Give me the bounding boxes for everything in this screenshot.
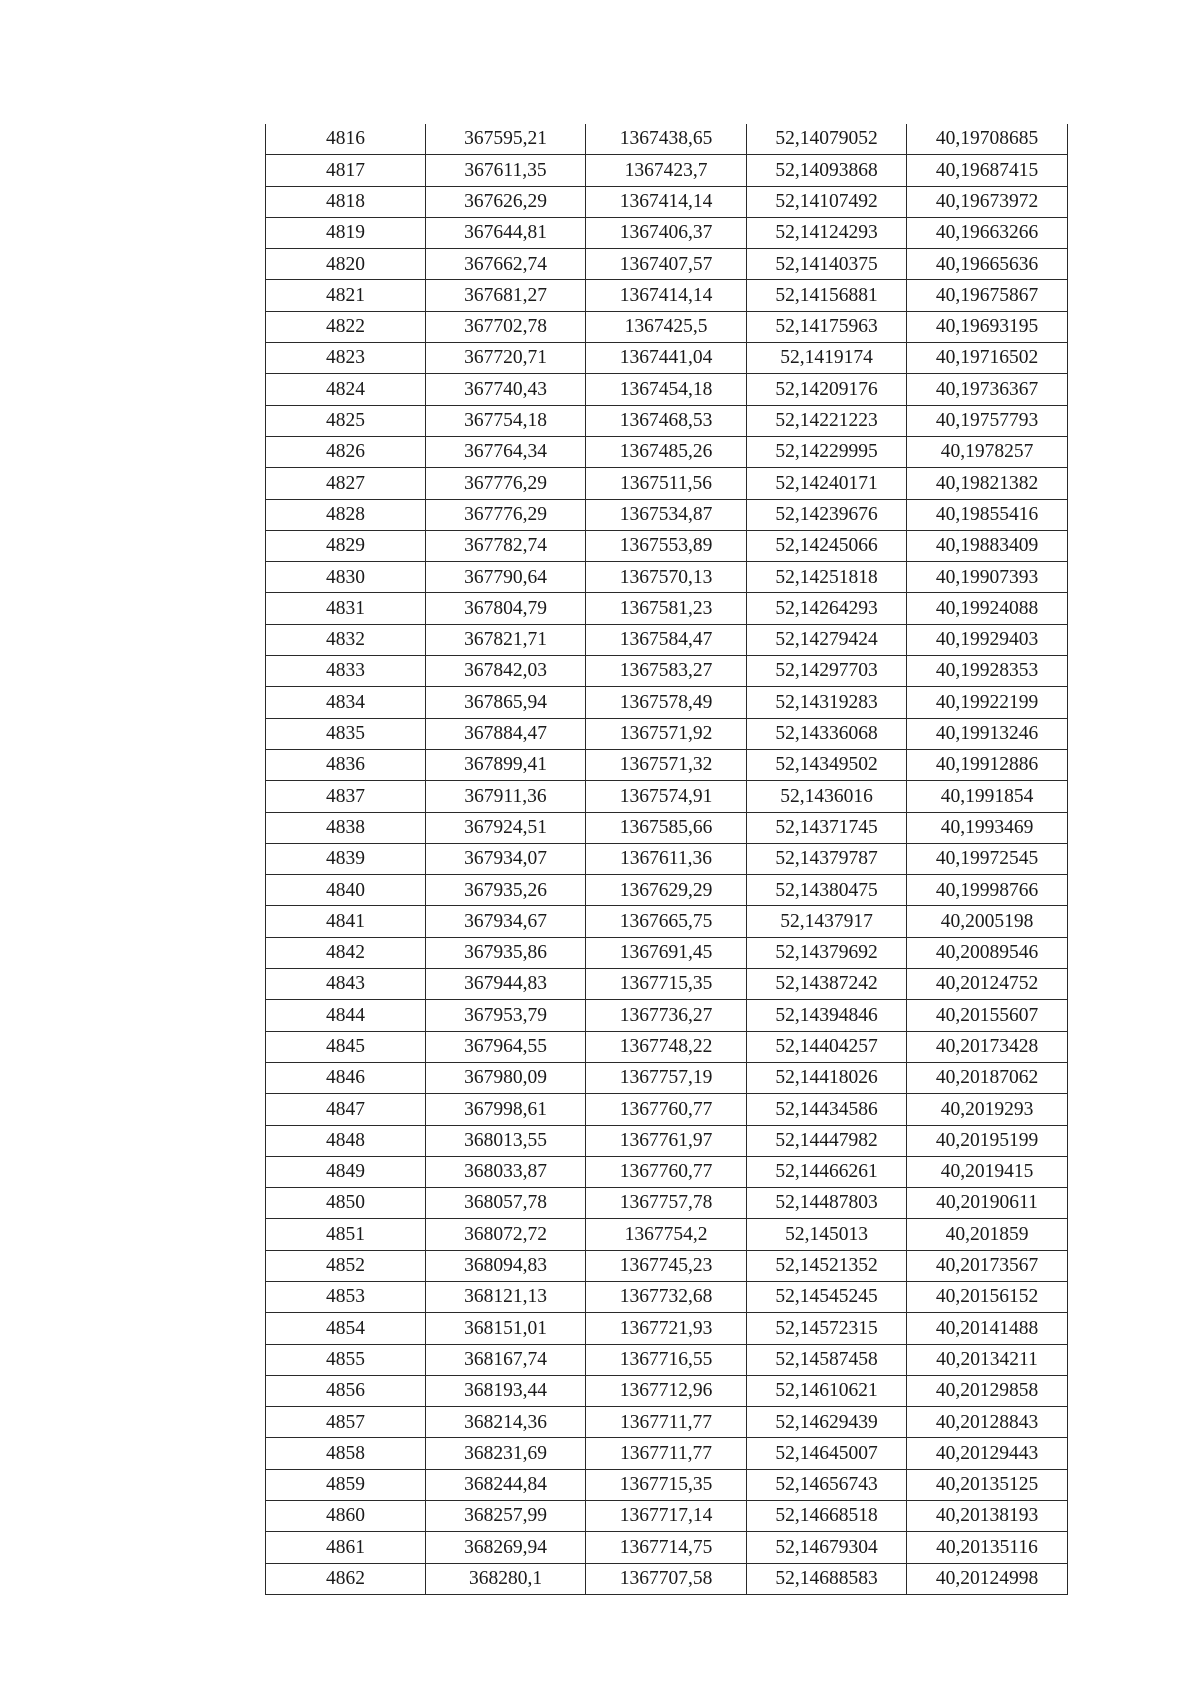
y-coordinate-cell: 1367707,58 — [586, 1563, 747, 1594]
table-row — [266, 969, 1068, 1000]
y-coordinate-cell: 1367571,92 — [586, 718, 747, 749]
point-number-cell: 4837 — [266, 781, 426, 812]
table-body — [266, 124, 1068, 1594]
longitude-cell: 40,19708685 — [907, 124, 1068, 155]
longitude-cell: 40,1993469 — [907, 812, 1068, 843]
latitude-cell: 52,14587458 — [747, 1344, 907, 1375]
table-row — [266, 1156, 1068, 1187]
longitude-cell: 40,19913246 — [907, 718, 1068, 749]
x-coordinate-cell: 367740,43 — [426, 374, 586, 405]
longitude-cell: 40,20124998 — [907, 1563, 1068, 1594]
latitude-cell: 52,145013 — [747, 1219, 907, 1250]
point-number-cell: 4831 — [266, 593, 426, 624]
y-coordinate-cell: 1367425,5 — [586, 311, 747, 342]
latitude-cell: 52,1436016 — [747, 781, 907, 812]
latitude-cell: 52,14447982 — [747, 1125, 907, 1156]
table-row — [266, 624, 1068, 655]
y-coordinate-cell: 1367414,14 — [586, 186, 747, 217]
point-number-cell: 4833 — [266, 656, 426, 687]
longitude-cell: 40,20089546 — [907, 937, 1068, 968]
longitude-cell: 40,19693195 — [907, 311, 1068, 342]
y-coordinate-cell: 1367665,75 — [586, 906, 747, 937]
latitude-cell: 52,14394846 — [747, 1000, 907, 1031]
longitude-cell: 40,20173428 — [907, 1031, 1068, 1062]
y-coordinate-cell: 1367406,37 — [586, 217, 747, 248]
point-number-cell: 4828 — [266, 499, 426, 530]
latitude-cell: 52,14209176 — [747, 374, 907, 405]
table-row — [266, 875, 1068, 906]
y-coordinate-cell: 1367585,66 — [586, 812, 747, 843]
longitude-cell: 40,20138193 — [907, 1501, 1068, 1532]
latitude-cell: 52,14572315 — [747, 1313, 907, 1344]
table-row — [266, 468, 1068, 499]
latitude-cell: 52,14319283 — [747, 687, 907, 718]
latitude-cell: 52,14380475 — [747, 875, 907, 906]
x-coordinate-cell: 367998,61 — [426, 1094, 586, 1125]
x-coordinate-cell: 367611,35 — [426, 155, 586, 186]
y-coordinate-cell: 1367715,35 — [586, 969, 747, 1000]
table-row — [266, 1438, 1068, 1469]
latitude-cell: 52,14487803 — [747, 1188, 907, 1219]
longitude-cell: 40,20124752 — [907, 969, 1068, 1000]
point-number-cell: 4819 — [266, 217, 426, 248]
x-coordinate-cell: 367842,03 — [426, 656, 586, 687]
latitude-cell: 52,14629439 — [747, 1407, 907, 1438]
table-row — [266, 1250, 1068, 1281]
y-coordinate-cell: 1367611,36 — [586, 843, 747, 874]
x-coordinate-cell: 367934,07 — [426, 843, 586, 874]
x-coordinate-cell: 367911,36 — [426, 781, 586, 812]
table-row — [266, 1469, 1068, 1500]
y-coordinate-cell: 1367534,87 — [586, 499, 747, 530]
table-row — [266, 749, 1068, 780]
x-coordinate-cell: 368257,99 — [426, 1501, 586, 1532]
point-number-cell: 4841 — [266, 906, 426, 937]
table-row — [266, 436, 1068, 467]
longitude-cell: 40,19928353 — [907, 656, 1068, 687]
point-number-cell: 4853 — [266, 1281, 426, 1312]
longitude-cell: 40,2019415 — [907, 1156, 1068, 1187]
point-number-cell: 4830 — [266, 562, 426, 593]
y-coordinate-cell: 1367570,13 — [586, 562, 747, 593]
y-coordinate-cell: 1367553,89 — [586, 530, 747, 561]
x-coordinate-cell: 368167,74 — [426, 1344, 586, 1375]
x-coordinate-cell: 368072,72 — [426, 1219, 586, 1250]
table-row — [266, 530, 1068, 561]
y-coordinate-cell: 1367715,35 — [586, 1469, 747, 1500]
latitude-cell: 52,14668518 — [747, 1501, 907, 1532]
point-number-cell: 4826 — [266, 436, 426, 467]
longitude-cell: 40,19972545 — [907, 843, 1068, 874]
latitude-cell: 52,14107492 — [747, 186, 907, 217]
longitude-cell: 40,20173567 — [907, 1250, 1068, 1281]
longitude-cell: 40,19673972 — [907, 186, 1068, 217]
latitude-cell: 52,1419174 — [747, 343, 907, 374]
latitude-cell: 52,14156881 — [747, 280, 907, 311]
y-coordinate-cell: 1367454,18 — [586, 374, 747, 405]
x-coordinate-cell: 368033,87 — [426, 1156, 586, 1187]
latitude-cell: 52,14521352 — [747, 1250, 907, 1281]
y-coordinate-cell: 1367760,77 — [586, 1094, 747, 1125]
y-coordinate-cell: 1367574,91 — [586, 781, 747, 812]
point-number-cell: 4845 — [266, 1031, 426, 1062]
longitude-cell: 40,19922199 — [907, 687, 1068, 718]
y-coordinate-cell: 1367511,56 — [586, 468, 747, 499]
latitude-cell: 52,14221223 — [747, 405, 907, 436]
latitude-cell: 52,14688583 — [747, 1563, 907, 1594]
latitude-cell: 52,1437917 — [747, 906, 907, 937]
longitude-cell: 40,2019293 — [907, 1094, 1068, 1125]
y-coordinate-cell: 1367629,29 — [586, 875, 747, 906]
y-coordinate-cell: 1367761,97 — [586, 1125, 747, 1156]
point-number-cell: 4834 — [266, 687, 426, 718]
latitude-cell: 52,14124293 — [747, 217, 907, 248]
longitude-cell: 40,19883409 — [907, 530, 1068, 561]
table-row — [266, 1094, 1068, 1125]
point-number-cell: 4858 — [266, 1438, 426, 1469]
latitude-cell: 52,14371745 — [747, 812, 907, 843]
table-row — [266, 374, 1068, 405]
table-row — [266, 1125, 1068, 1156]
x-coordinate-cell: 367776,29 — [426, 499, 586, 530]
longitude-cell: 40,20129443 — [907, 1438, 1068, 1469]
x-coordinate-cell: 367595,21 — [426, 124, 586, 155]
latitude-cell: 52,14245066 — [747, 530, 907, 561]
point-number-cell: 4851 — [266, 1219, 426, 1250]
longitude-cell: 40,20134211 — [907, 1344, 1068, 1375]
x-coordinate-cell: 367884,47 — [426, 718, 586, 749]
y-coordinate-cell: 1367736,27 — [586, 1000, 747, 1031]
point-number-cell: 4861 — [266, 1532, 426, 1563]
x-coordinate-cell: 367776,29 — [426, 468, 586, 499]
latitude-cell: 52,14229995 — [747, 436, 907, 467]
latitude-cell: 52,14279424 — [747, 624, 907, 655]
x-coordinate-cell: 367980,09 — [426, 1062, 586, 1093]
table-row — [266, 249, 1068, 280]
y-coordinate-cell: 1367691,45 — [586, 937, 747, 968]
point-number-cell: 4848 — [266, 1125, 426, 1156]
x-coordinate-cell: 367953,79 — [426, 1000, 586, 1031]
longitude-cell: 40,19663266 — [907, 217, 1068, 248]
x-coordinate-cell: 367944,83 — [426, 969, 586, 1000]
point-number-cell: 4832 — [266, 624, 426, 655]
table-row — [266, 1031, 1068, 1062]
point-number-cell: 4859 — [266, 1469, 426, 1500]
point-number-cell: 4842 — [266, 937, 426, 968]
table-row — [266, 593, 1068, 624]
table-row — [266, 186, 1068, 217]
x-coordinate-cell: 367790,64 — [426, 562, 586, 593]
point-number-cell: 4854 — [266, 1313, 426, 1344]
latitude-cell: 52,14079052 — [747, 124, 907, 155]
x-coordinate-cell: 367964,55 — [426, 1031, 586, 1062]
x-coordinate-cell: 367764,34 — [426, 436, 586, 467]
latitude-cell: 52,14297703 — [747, 656, 907, 687]
y-coordinate-cell: 1367468,53 — [586, 405, 747, 436]
table-row — [266, 1313, 1068, 1344]
x-coordinate-cell: 367626,29 — [426, 186, 586, 217]
longitude-cell: 40,20128843 — [907, 1407, 1068, 1438]
x-coordinate-cell: 367935,86 — [426, 937, 586, 968]
x-coordinate-cell: 368269,94 — [426, 1532, 586, 1563]
latitude-cell: 52,14418026 — [747, 1062, 907, 1093]
x-coordinate-cell: 368057,78 — [426, 1188, 586, 1219]
longitude-cell: 40,20135125 — [907, 1469, 1068, 1500]
x-coordinate-cell: 368244,84 — [426, 1469, 586, 1500]
y-coordinate-cell: 1367441,04 — [586, 343, 747, 374]
y-coordinate-cell: 1367583,27 — [586, 656, 747, 687]
point-number-cell: 4829 — [266, 530, 426, 561]
x-coordinate-cell: 367821,71 — [426, 624, 586, 655]
table-row — [266, 311, 1068, 342]
point-number-cell: 4836 — [266, 749, 426, 780]
y-coordinate-cell: 1367717,14 — [586, 1501, 747, 1532]
table-row — [266, 1062, 1068, 1093]
x-coordinate-cell: 368013,55 — [426, 1125, 586, 1156]
x-coordinate-cell: 367804,79 — [426, 593, 586, 624]
latitude-cell: 52,14240171 — [747, 468, 907, 499]
point-number-cell: 4820 — [266, 249, 426, 280]
longitude-cell: 40,1978257 — [907, 436, 1068, 467]
y-coordinate-cell: 1367485,26 — [586, 436, 747, 467]
longitude-cell: 40,19855416 — [907, 499, 1068, 530]
y-coordinate-cell: 1367714,75 — [586, 1532, 747, 1563]
y-coordinate-cell: 1367571,32 — [586, 749, 747, 780]
table-row — [266, 124, 1068, 155]
table-row — [266, 1188, 1068, 1219]
table-row — [266, 906, 1068, 937]
longitude-cell: 40,19998766 — [907, 875, 1068, 906]
y-coordinate-cell: 1367721,93 — [586, 1313, 747, 1344]
table-row — [266, 687, 1068, 718]
y-coordinate-cell: 1367732,68 — [586, 1281, 747, 1312]
point-number-cell: 4835 — [266, 718, 426, 749]
point-number-cell: 4846 — [266, 1062, 426, 1093]
x-coordinate-cell: 367924,51 — [426, 812, 586, 843]
latitude-cell: 52,14175963 — [747, 311, 907, 342]
y-coordinate-cell: 1367423,7 — [586, 155, 747, 186]
point-number-cell: 4847 — [266, 1094, 426, 1125]
latitude-cell: 52,14645007 — [747, 1438, 907, 1469]
point-number-cell: 4844 — [266, 1000, 426, 1031]
y-coordinate-cell: 1367581,23 — [586, 593, 747, 624]
point-number-cell: 4855 — [266, 1344, 426, 1375]
longitude-cell: 40,19675867 — [907, 280, 1068, 311]
longitude-cell: 40,19687415 — [907, 155, 1068, 186]
longitude-cell: 40,20155607 — [907, 1000, 1068, 1031]
y-coordinate-cell: 1367712,96 — [586, 1375, 747, 1406]
longitude-cell: 40,1991854 — [907, 781, 1068, 812]
coordinates-table — [265, 124, 1068, 1595]
longitude-cell: 40,19736367 — [907, 374, 1068, 405]
x-coordinate-cell: 367782,74 — [426, 530, 586, 561]
x-coordinate-cell: 367681,27 — [426, 280, 586, 311]
x-coordinate-cell: 367702,78 — [426, 311, 586, 342]
table-row — [266, 405, 1068, 436]
point-number-cell: 4827 — [266, 468, 426, 499]
latitude-cell: 52,14239676 — [747, 499, 907, 530]
longitude-cell: 40,19821382 — [907, 468, 1068, 499]
table-row — [266, 843, 1068, 874]
point-number-cell: 4852 — [266, 1250, 426, 1281]
y-coordinate-cell: 1367578,49 — [586, 687, 747, 718]
x-coordinate-cell: 368094,83 — [426, 1250, 586, 1281]
x-coordinate-cell: 367662,74 — [426, 249, 586, 280]
table-row — [266, 1344, 1068, 1375]
x-coordinate-cell: 367899,41 — [426, 749, 586, 780]
y-coordinate-cell: 1367760,77 — [586, 1156, 747, 1187]
longitude-cell: 40,19924088 — [907, 593, 1068, 624]
table-row — [266, 1375, 1068, 1406]
longitude-cell: 40,19665636 — [907, 249, 1068, 280]
longitude-cell: 40,20135116 — [907, 1532, 1068, 1563]
longitude-cell: 40,20187062 — [907, 1062, 1068, 1093]
y-coordinate-cell: 1367716,55 — [586, 1344, 747, 1375]
latitude-cell: 52,14264293 — [747, 593, 907, 624]
longitude-cell: 40,201859 — [907, 1219, 1068, 1250]
x-coordinate-cell: 368151,01 — [426, 1313, 586, 1344]
longitude-cell: 40,19907393 — [907, 562, 1068, 593]
latitude-cell: 52,14387242 — [747, 969, 907, 1000]
table-row — [266, 937, 1068, 968]
x-coordinate-cell: 368121,13 — [426, 1281, 586, 1312]
x-coordinate-cell: 367934,67 — [426, 906, 586, 937]
longitude-cell: 40,19716502 — [907, 343, 1068, 374]
point-number-cell: 4825 — [266, 405, 426, 436]
point-number-cell: 4843 — [266, 969, 426, 1000]
point-number-cell: 4862 — [266, 1563, 426, 1594]
y-coordinate-cell: 1367414,14 — [586, 280, 747, 311]
point-number-cell: 4840 — [266, 875, 426, 906]
table-row — [266, 1501, 1068, 1532]
table-row — [266, 499, 1068, 530]
table-row — [266, 1407, 1068, 1438]
point-number-cell: 4856 — [266, 1375, 426, 1406]
y-coordinate-cell: 1367745,23 — [586, 1250, 747, 1281]
table-row — [266, 1000, 1068, 1031]
x-coordinate-cell: 368214,36 — [426, 1407, 586, 1438]
point-number-cell: 4822 — [266, 311, 426, 342]
latitude-cell: 52,14434586 — [747, 1094, 907, 1125]
y-coordinate-cell: 1367438,65 — [586, 124, 747, 155]
y-coordinate-cell: 1367748,22 — [586, 1031, 747, 1062]
latitude-cell: 52,14093868 — [747, 155, 907, 186]
table-row — [266, 280, 1068, 311]
longitude-cell: 40,20195199 — [907, 1125, 1068, 1156]
y-coordinate-cell: 1367757,78 — [586, 1188, 747, 1219]
latitude-cell: 52,14251818 — [747, 562, 907, 593]
point-number-cell: 4838 — [266, 812, 426, 843]
latitude-cell: 52,14140375 — [747, 249, 907, 280]
x-coordinate-cell: 367865,94 — [426, 687, 586, 718]
x-coordinate-cell: 367644,81 — [426, 217, 586, 248]
longitude-cell: 40,19912886 — [907, 749, 1068, 780]
point-number-cell: 4839 — [266, 843, 426, 874]
table-row — [266, 812, 1068, 843]
latitude-cell: 52,14336068 — [747, 718, 907, 749]
x-coordinate-cell: 368231,69 — [426, 1438, 586, 1469]
table-row — [266, 1219, 1068, 1250]
point-number-cell: 4816 — [266, 124, 426, 155]
longitude-cell: 40,2005198 — [907, 906, 1068, 937]
latitude-cell: 52,14349502 — [747, 749, 907, 780]
y-coordinate-cell: 1367711,77 — [586, 1407, 747, 1438]
point-number-cell: 4857 — [266, 1407, 426, 1438]
y-coordinate-cell: 1367584,47 — [586, 624, 747, 655]
point-number-cell: 4817 — [266, 155, 426, 186]
point-number-cell: 4824 — [266, 374, 426, 405]
table-row — [266, 155, 1068, 186]
y-coordinate-cell: 1367407,57 — [586, 249, 747, 280]
x-coordinate-cell: 368280,1 — [426, 1563, 586, 1594]
point-number-cell: 4818 — [266, 186, 426, 217]
y-coordinate-cell: 1367754,2 — [586, 1219, 747, 1250]
longitude-cell: 40,20156152 — [907, 1281, 1068, 1312]
point-number-cell: 4860 — [266, 1501, 426, 1532]
latitude-cell: 52,14679304 — [747, 1532, 907, 1563]
table-row — [266, 1532, 1068, 1563]
table-row — [266, 217, 1068, 248]
longitude-cell: 40,19929403 — [907, 624, 1068, 655]
table-row — [266, 781, 1068, 812]
latitude-cell: 52,14656743 — [747, 1469, 907, 1500]
point-number-cell: 4849 — [266, 1156, 426, 1187]
latitude-cell: 52,14379692 — [747, 937, 907, 968]
x-coordinate-cell: 367720,71 — [426, 343, 586, 374]
table-row — [266, 343, 1068, 374]
y-coordinate-cell: 1367711,77 — [586, 1438, 747, 1469]
latitude-cell: 52,14466261 — [747, 1156, 907, 1187]
point-number-cell: 4850 — [266, 1188, 426, 1219]
longitude-cell: 40,19757793 — [907, 405, 1068, 436]
point-number-cell: 4821 — [266, 280, 426, 311]
table-row — [266, 656, 1068, 687]
table-row — [266, 718, 1068, 749]
x-coordinate-cell: 367935,26 — [426, 875, 586, 906]
table-row — [266, 1563, 1068, 1594]
y-coordinate-cell: 1367757,19 — [586, 1062, 747, 1093]
latitude-cell: 52,14379787 — [747, 843, 907, 874]
x-coordinate-cell: 368193,44 — [426, 1375, 586, 1406]
longitude-cell: 40,20129858 — [907, 1375, 1068, 1406]
longitude-cell: 40,20190611 — [907, 1188, 1068, 1219]
table-row — [266, 562, 1068, 593]
latitude-cell: 52,14404257 — [747, 1031, 907, 1062]
table-row — [266, 1281, 1068, 1312]
latitude-cell: 52,14610621 — [747, 1375, 907, 1406]
point-number-cell: 4823 — [266, 343, 426, 374]
latitude-cell: 52,14545245 — [747, 1281, 907, 1312]
x-coordinate-cell: 367754,18 — [426, 405, 586, 436]
longitude-cell: 40,20141488 — [907, 1313, 1068, 1344]
